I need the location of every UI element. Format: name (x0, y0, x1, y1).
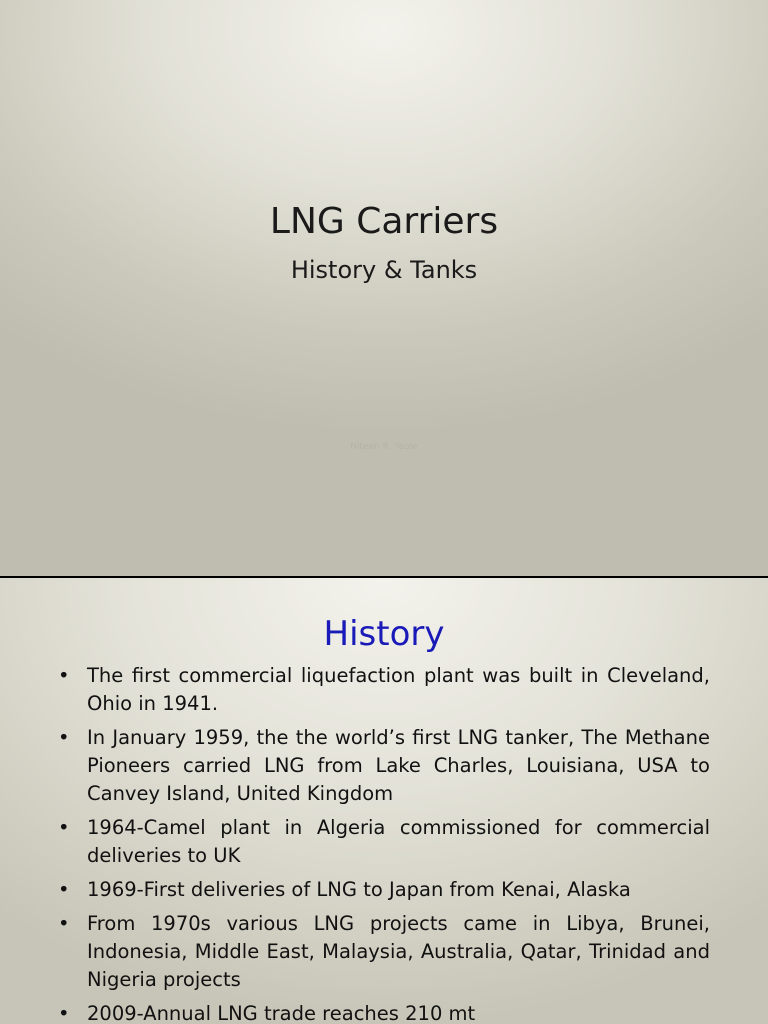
bullet-icon: • (58, 912, 70, 935)
bullet-icon: • (58, 1002, 70, 1024)
author-name: Niteen R. Yeole (350, 442, 418, 452)
bullet-item (58, 876, 710, 904)
bullet-icon: • (58, 664, 70, 687)
bullet-icon: • (58, 726, 70, 749)
bullet-text: The first commercial liquefaction plant was built in Cleveland, Ohio in 1941. (87, 664, 710, 715)
bullet-icon: • (58, 878, 70, 901)
slide-title: LNG Carriers (269, 201, 499, 242)
bullet-list (58, 662, 710, 1024)
bullet-item (58, 910, 710, 994)
bullet-item (58, 662, 710, 718)
bullet-text: 1964-Camel plant in Algeria commissioned for commercial deliveries to UK (87, 816, 710, 867)
bullet-item (58, 724, 710, 808)
slide-heading: History (323, 614, 445, 654)
bullet-text: 1969-First deliveries of LNG to Japan from Kenai, Alaska (87, 878, 631, 901)
bullet-item (58, 1000, 710, 1024)
bullet-text: From 1970s various LNG projects came in Libya, Brunei, Indonesia, Middle East, Malaysia, Australia, Qatar, Trinidad and Nigeria projects (87, 912, 710, 991)
bullet-text: 2009-Annual LNG trade reaches 210 mt (87, 1002, 476, 1024)
slide-subtitle: History & Tanks (290, 256, 478, 284)
bullet-icon: • (58, 816, 70, 839)
bullet-text: In January 1959, the the world’s first LNG tanker, The Methane Pioneers carried LNG from Lake Charles, Louisiana, USA to Canvey Island, United Kingdom (87, 726, 710, 805)
bullet-item (58, 814, 710, 870)
history-slide (0, 578, 768, 1024)
